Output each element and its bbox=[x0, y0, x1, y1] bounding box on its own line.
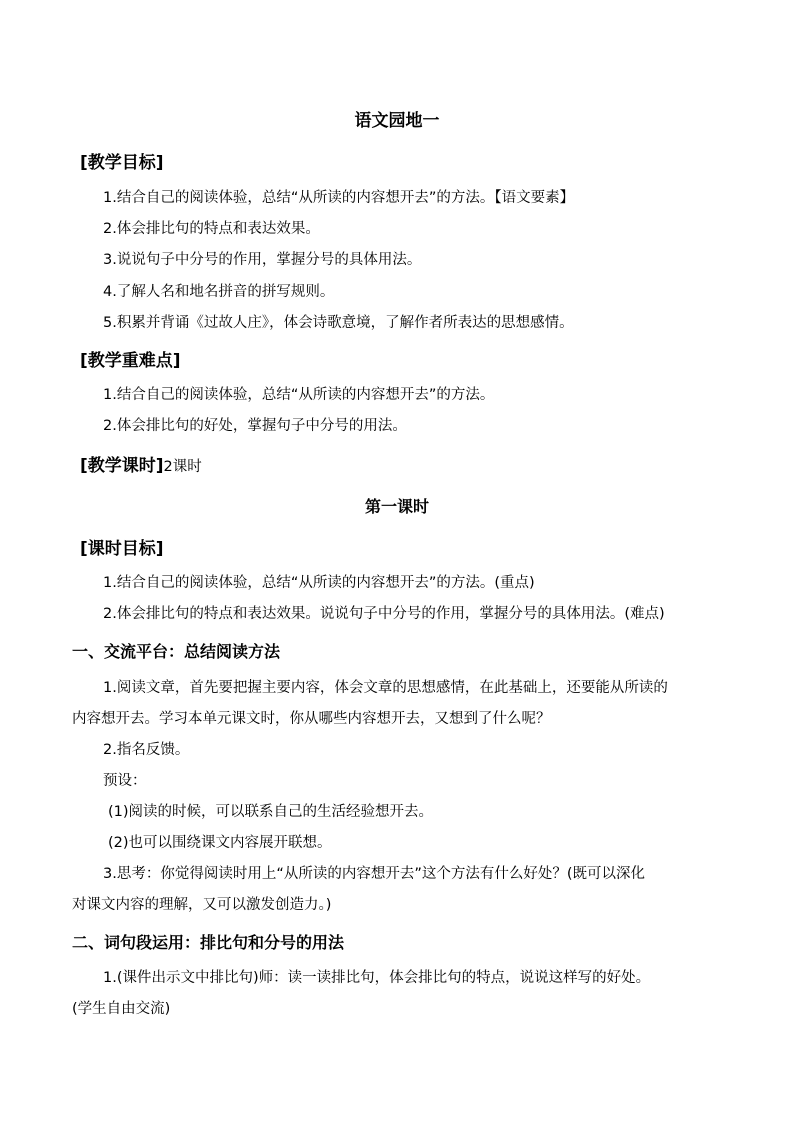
key-item-2: 2.体会排比句的好处，掌握句子中分号的用法。 bbox=[103, 418, 407, 434]
section-heading-class-hours bbox=[80, 451, 202, 476]
document-title: 语文园地一 bbox=[354, 111, 440, 131]
class-hours-label: [教学课时] bbox=[80, 456, 164, 476]
part-one-para-3-line-1: 3.思考：你觉得阅读时用上“从所读的内容想开去”这个方法有什么好处？(既可以深化 bbox=[103, 866, 646, 882]
section-heading-lesson-goals: [课时目标] bbox=[80, 539, 164, 559]
part-one-preset-1: (1)阅读的时候，可以联系自己的生活经验想开去。 bbox=[108, 804, 434, 820]
lesson-goal-1: 1.结合自己的阅读体验，总结“从所读的内容想开去”的方法。(重点) bbox=[103, 575, 535, 591]
key-item-1: 1.结合自己的阅读体验，总结“从所读的内容想开去”的方法。 bbox=[103, 387, 495, 403]
class-hours-value: 2课时 bbox=[163, 459, 202, 475]
goal-item-1: 1.结合自己的阅读体验，总结“从所读的内容想开去”的方法。【语文要素】 bbox=[103, 190, 575, 206]
part-one-para-1-line-2: 内容想开去。学习本单元课文时，你从哪些内容想开去，又想到了什么呢？ bbox=[72, 711, 551, 727]
part-one-heading: 一、交流平台：总结阅读方法 bbox=[72, 642, 281, 661]
part-two-heading: 二、词句段运用：排比句和分号的用法 bbox=[72, 933, 345, 952]
part-two-para-1-line-2: (学生自由交流) bbox=[72, 1001, 171, 1017]
lesson-goal-2: 2.体会排比句的特点和表达效果。说说句子中分号的作用，掌握分号的具体用法。(难点) bbox=[103, 606, 665, 622]
part-one-preset-label: 预设： bbox=[103, 773, 147, 789]
goal-item-3: 3.说说句子中分号的作用，掌握分号的具体用法。 bbox=[103, 252, 422, 268]
goal-item-5: 5.积累并背诵《过故人庄》，体会诗歌意境，了解作者所表达的思想感情。 bbox=[103, 315, 574, 331]
lesson-one-title: 第一课时 bbox=[364, 497, 429, 516]
part-one-preset-2: (2)也可以围绕课文内容展开联想。 bbox=[108, 835, 332, 851]
section-heading-key-points: [教学重难点] bbox=[80, 351, 181, 371]
part-one-para-3-line-2: 对课文内容的理解，又可以激发创造力。) bbox=[72, 897, 332, 913]
section-heading-teaching-goals: [教学目标] bbox=[80, 153, 164, 173]
goal-item-2: 2.体会排比句的特点和表达效果。 bbox=[103, 221, 320, 237]
goal-item-4: 4.了解人名和地名拼音的拼写规则。 bbox=[103, 284, 335, 300]
part-one-para-1-line-1: 1.阅读文章，首先要把握主要内容，体会文章的思想感情，在此基础上，还要能从所读的 bbox=[103, 680, 668, 696]
part-two-para-1-line-1: 1.(课件出示文中排比句)师：读一读排比句，体会排比句的特点，说说这样写的好处。 bbox=[103, 970, 651, 986]
part-one-para-2: 2.指名反馈。 bbox=[103, 742, 190, 758]
